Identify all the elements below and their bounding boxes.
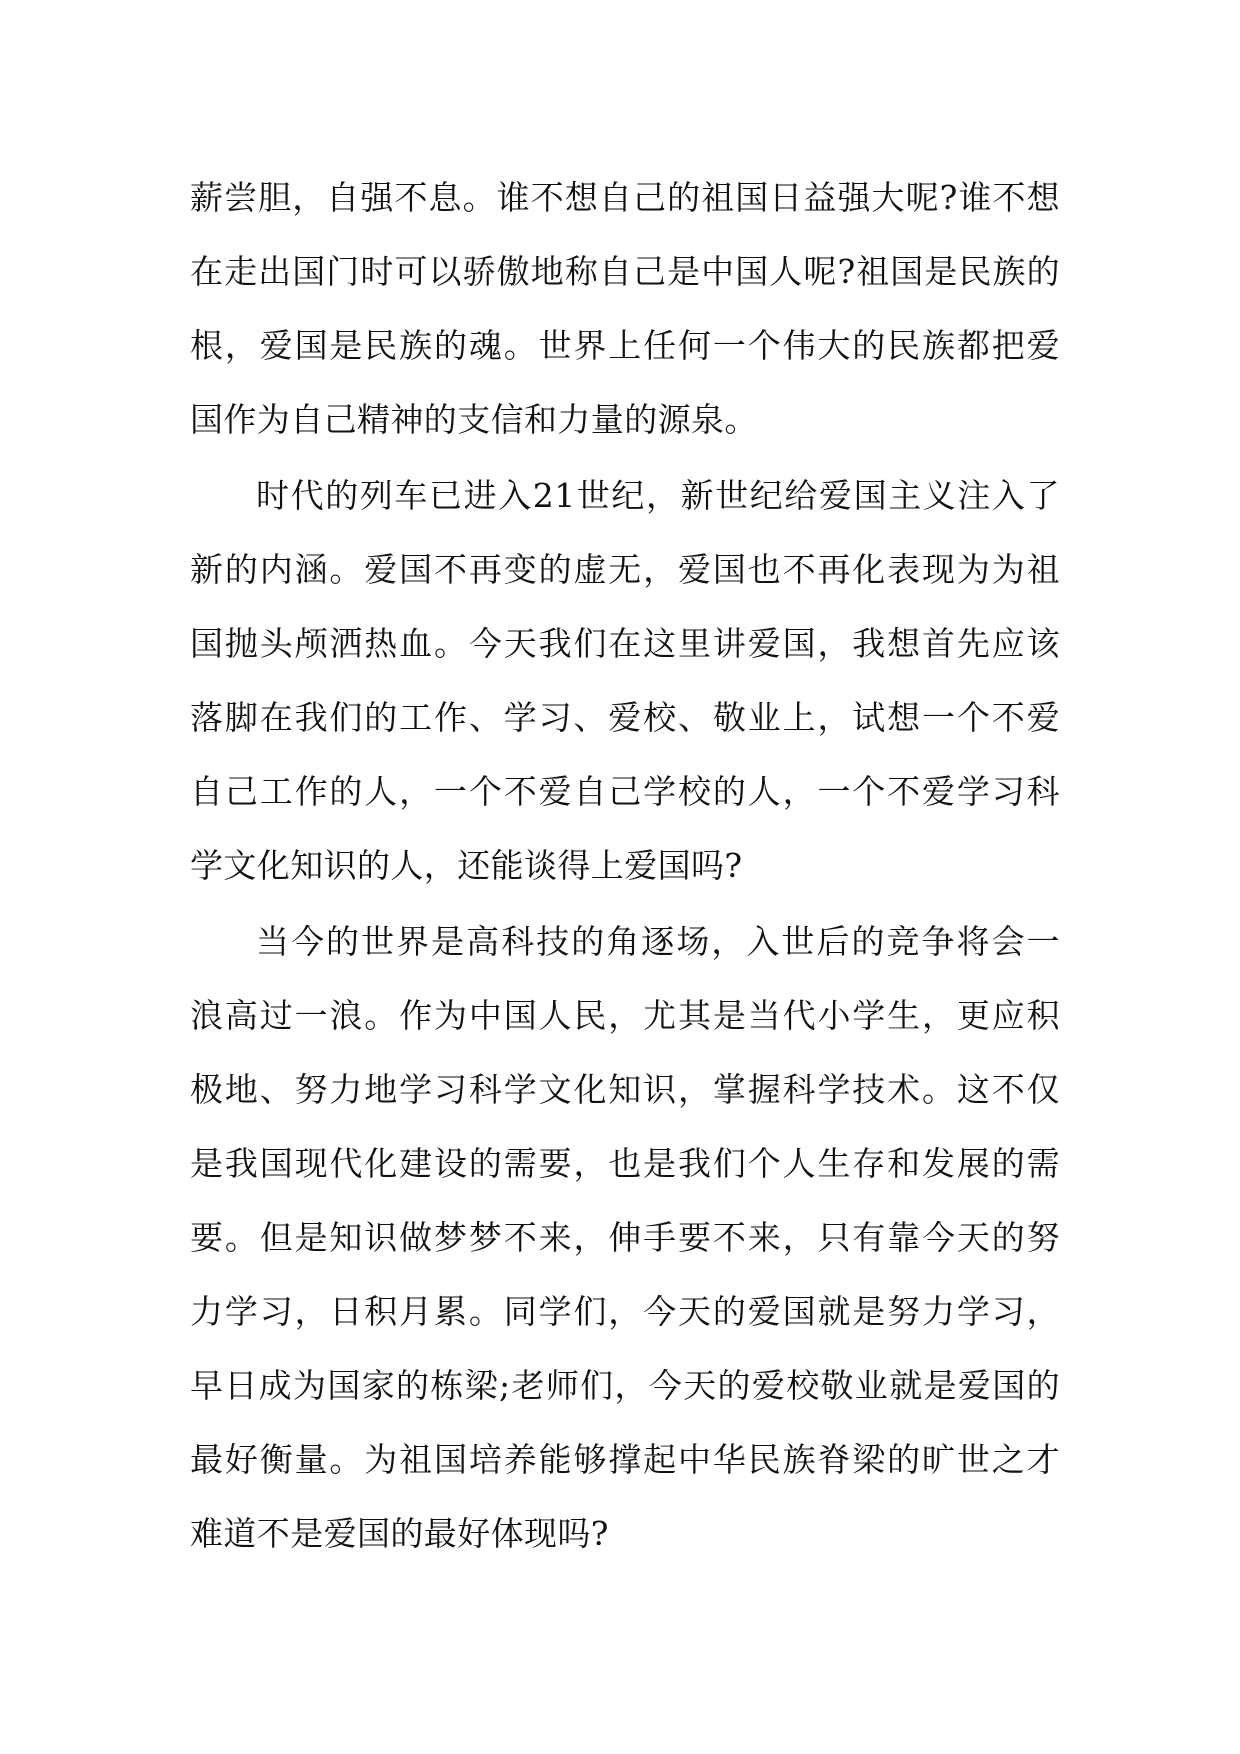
text-line-13: 极地、努力地学习科学文化知识，掌握科学技术。这不仅 xyxy=(190,1070,1060,1109)
text-line-7: 国抛头颅洒热血。今天我们在这里讲爱国，我想首先应该 xyxy=(190,624,1060,663)
text-line-8: 落脚在我们的工作、学习、爱校、敬业上，试想一个不爱 xyxy=(190,698,1060,737)
text-line-4: 国作为自己精神的支信和力量的源泉。 xyxy=(190,400,758,439)
text-line-2: 在走出国门时可以骄傲地称自己是中国人呢?祖国是民族的 xyxy=(190,252,1060,291)
text-line-15: 要。但是知识做梦梦不来，伸手要不来，只有靠今天的努 xyxy=(190,1218,1060,1257)
text-line-12: 浪高过一浪。作为中国人民，尤其是当代小学生，更应积 xyxy=(190,996,1060,1035)
text-line-5: 时代的列车已进入21世纪，新世纪给爱国主义注入了 xyxy=(256,476,1060,515)
text-line-9: 自己工作的人，一个不爱自己学校的人，一个不爱学习科 xyxy=(190,772,1060,811)
text-line-18: 最好衡量。为祖国培养能够撑起中华民族脊梁的旷世之才 xyxy=(190,1440,1060,1479)
text-line-17: 早日成为国家的栋梁;老师们，今天的爱校敬业就是爱国的 xyxy=(190,1366,1060,1405)
text-line-14: 是我国现代化建设的需要，也是我们个人生存和发展的需 xyxy=(190,1144,1060,1183)
text-line-3: 根，爱国是民族的魂。世界上任何一个伟大的民族都把爱 xyxy=(190,326,1060,365)
text-line-19: 难道不是爱国的最好体现吗? xyxy=(190,1514,609,1553)
text-line-11: 当今的世界是高科技的角逐场，入世后的竞争将会一 xyxy=(256,922,1060,961)
text-line-1: 薪尝胆，自强不息。谁不想自己的祖国日益强大呢?谁不想 xyxy=(190,178,1060,217)
text-line-10: 学文化知识的人，还能谈得上爱国吗? xyxy=(190,846,743,885)
text-line-16: 力学习，日积月累。同学们，今天的爱国就是努力学习， xyxy=(190,1292,1060,1331)
text-line-6: 新的内涵。爱国不再变的虚无，爱国也不再化表现为为祖 xyxy=(190,550,1060,589)
